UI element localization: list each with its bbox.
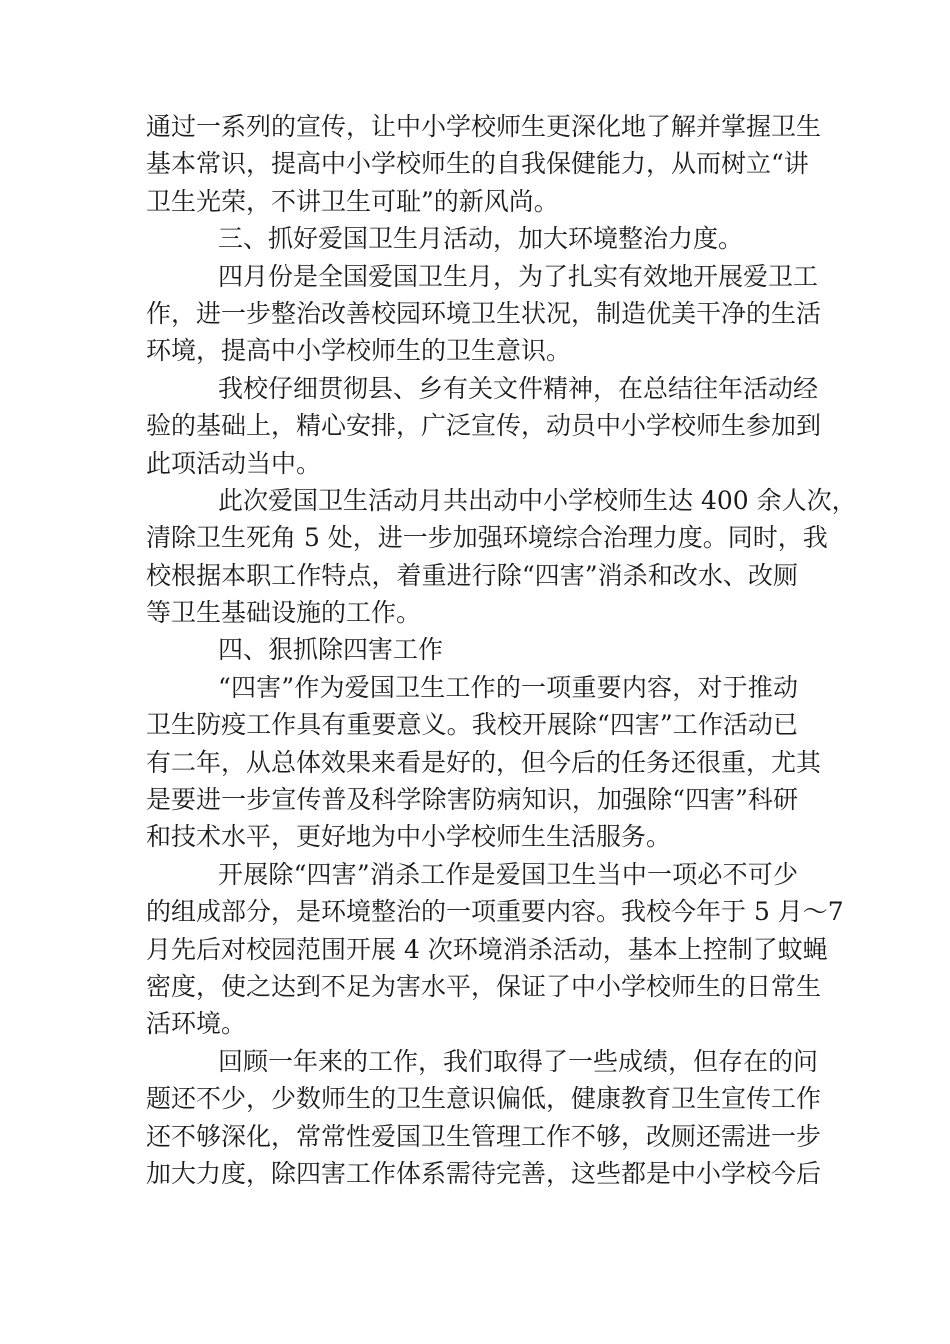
text-line: 密度，使之达到不足为害水平，保证了中小学校师生的日常生 [146,971,822,1001]
text-line: 校根据本职工作特点，着重进行除“四害”消杀和改水、改厕 [146,560,798,590]
text-line: 环境，提高中小学校师生的卫生意识。 [146,336,572,366]
text-line: 我校仔细贯彻县、乡有关文件精神，在总结往年活动经 [218,373,819,403]
section-heading: 三、抓好爱国卫生月活动，加大环境整治力度。 [218,224,744,254]
text-line: 月先后对校园范围开展 4 次环境消杀活动，基本上控制了蚊蝇 [146,934,828,964]
text-line: 活环境。 [146,1009,247,1039]
text-line: 清除卫生死角 5 处，进一步加强环境综合治理力度。同时，我 [146,523,828,553]
text-line: 通过一系列的宣传，让中小学校师生更深化地了解并掌握卫生 [146,112,822,141]
text-line: 是要进一步宣传普及科学除害防病知识，加强除“四害”科研 [146,785,798,815]
text-line: 和技术水平，更好地为中小学校师生生活服务。 [146,822,672,852]
section-heading: 四、狠抓除四害工作 [218,635,444,665]
text-line: 的组成部分，是环境整治的一项重要内容。我校今年于 5 月～7 [146,897,844,927]
text-line: 卫生防疫工作具有重要意义。我校开展除“四害”工作活动已 [146,710,798,740]
document-body [146,108,857,1192]
text-line: 题还不少，少数师生的卫生意识偏低，健康教育卫生宣传工作 [146,1084,822,1114]
text-line: 卫生光荣，不讲卫生可耻”的新风尚。 [146,186,559,216]
text-line: 四月份是全国爱国卫生月，为了扎实有效地开展爱卫工 [218,261,819,291]
text-line: 加大力度，除四害工作体系需待完善，这些都是中小学校今后 [146,1158,822,1188]
text-line: 作，进一步整治改善校园环境卫生状况，制造优美干净的生活 [146,298,822,328]
text-line: 开展除“四害”消杀工作是爱国卫生当中一项必不可少 [218,859,798,889]
text-line: 此次爱国卫生活动月共出动中小学校师生达 400 余人次， [218,485,857,515]
text-line: 验的基础上，精心安排，广泛宣传，动员中小学校师生参加到 [146,411,822,441]
text-line: “四害”作为爱国卫生工作的一项重要内容，对于推动 [218,672,798,702]
text-line: 此项活动当中。 [146,448,322,478]
text-line: 还不够深化，常常性爱国卫生管理工作不够，改厕还需进一步 [146,1121,822,1151]
text-line: 等卫生基础设施的工作。 [146,598,422,628]
text-line: 回顾一年来的工作，我们取得了一些成绩，但存在的问 [218,1046,819,1076]
text-line: 基本常识，提高中小学校师生的自我保健能力，从而树立“讲 [146,149,809,179]
text-line: 有二年，从总体效果来看是好的，但今后的任务还很重，尤其 [146,747,822,777]
